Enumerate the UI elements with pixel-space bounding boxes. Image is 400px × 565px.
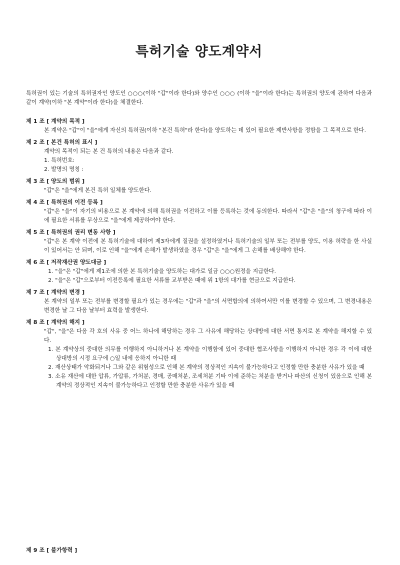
numbered-clause: 1. 본 계약상의 중대한 의무를 이행하지 아니하거나 본 계약을 이행함에 있어 중대한 협조사항을 이행하지 아니한 경우 각 이에 대한 상대방의 시정 요구에 ○일 내에 응하지 아니한 때: [48, 347, 372, 362]
article-section: [26, 319, 372, 391]
article-item: 2. 발명의 명칭 :: [44, 167, 84, 173]
article-item: 1. 특허번호:: [44, 158, 75, 164]
article-title: 제 1 조 [ 계약의 목적 ]: [26, 119, 85, 125]
numbered-clause: 3. 소유 재산에 대한 압류, 가압류, 가처분, 경매, 공매처분, 조세처분 기타 이에 준하는 처분을 받거나 파산의 신청이 있음으로 인해 본 계약의 정상적인 지속이 불가능하다고 인정할 만한 충분한 사유가 있을 때: [48, 374, 372, 389]
numbered-clause: 2. 재산상태가 악화되거나 그와 같은 위험성으로 인해 본 계약의 정상적인 지속이 불가능하다고 인정할 만한 충분한 사유가 있을 때: [48, 365, 365, 371]
numbered-clause: 2. "을"은 "갑"으로부터 이전등록에 필요한 서류를 교부받은 때에 위 1항의 대가를 현금으로 지급한다.: [48, 278, 296, 284]
article-section: [26, 289, 372, 316]
articles-list: [26, 118, 372, 391]
article-paragraph: "갑"은 "을"에게 본건 특허 일체를 양도한다.: [44, 188, 152, 194]
article-title: 제 3 조 [ 양도의 범위 ]: [26, 179, 85, 185]
article-paragraph: 본 계약은 "갑"이 "을"에게 자신의 특허권(이하 "본건 특허"라 한다)을 양도하는 데 있어 필요한 제반사항을 정함을 그 목적으로 한다.: [44, 128, 366, 134]
article-title: 제 4 조 [ 특허권의 이전 등록 ]: [26, 200, 103, 206]
article-paragraph: "갑"은 "을"이 자기의 비용으로 본 계약에 의해 특허권을 이전하고 이를 등록하는 것에 동의한다. 따라서 "갑"은 "을"의 청구에 따라 이에 필요한 서류를 무상으로 "을"에게 제공하여야 한다.: [44, 209, 372, 224]
article-title: 제 8 조 [ 계약의 해지 ]: [26, 320, 85, 326]
article-paragraph: 본 계약의 일부 또는 전부를 변경할 필요가 있는 경우에는 "갑"과 "을"의 서면합의에 의하여서만 이를 변경할 수 있으며, 그 변경내용은 변경한 날 그 다음 날부터 효력을 발생한다.: [44, 299, 372, 314]
article-title: 제 7 조 [ 계약의 변경 ]: [26, 290, 85, 296]
article-section: [26, 139, 372, 175]
article-section: [26, 199, 372, 226]
intro-paragraph: 특허권이 있는 기술의 특허권자인 양도인 ○○○(이하 "갑"이라 한다)와 양수인 ○○○ (이하 "을"이라 한다)는 특허권의 양도에 관하여 다음과 같이 계약(이하 "본 계약"이라 한다)을 체결한다.: [26, 91, 372, 106]
article-paragraph: "갑"은 본 계약 이전에 본 특허기술에 대하여 제3자에게 질권을 설정하였거나 특허기술의 일부 또는 전부를 양도, 이용 허락을 한 사실이 있어서는 안 되며, 이로 인해 "을"에게 손해가 발생하였을 경우 "갑"은 "을"에게 그 손해를 배상해야 한다.: [44, 239, 372, 254]
article-section: [26, 259, 372, 286]
article-section: [26, 118, 372, 136]
article-section: [26, 229, 372, 256]
article-paragraph: 계약의 목적이 되는 본 건 특허의 내용은 다음과 같다.: [44, 149, 174, 155]
article-paragraph: "갑", "을"은 다음 각 호의 사유 중 어느 하나에 해당하는 경우 그 사유에 해당하는 상대방에 대한 서면 통지로 본 계약을 해지할 수 있다.: [44, 329, 372, 344]
article-title: 제 6 조 [ 저작재산권 양도대금 ]: [26, 260, 107, 266]
article-title: 제 9 조 [ 불가항력 ]: [26, 548, 78, 554]
numbered-clause: 1. "을"은 "갑"에게 제1조에 의한 본 특허기술을 양도하는 대가로 일금 ○○○원정을 지급한다.: [48, 269, 277, 275]
document-title: 특허기술 양도계약서: [135, 44, 263, 60]
article-section: [26, 178, 372, 196]
article-title: 제 5 조 [ 특허권의 권리 변동 사항 ]: [26, 230, 116, 236]
article-title: 제 2 조 [ 본건 특허의 표시 ]: [26, 140, 98, 146]
